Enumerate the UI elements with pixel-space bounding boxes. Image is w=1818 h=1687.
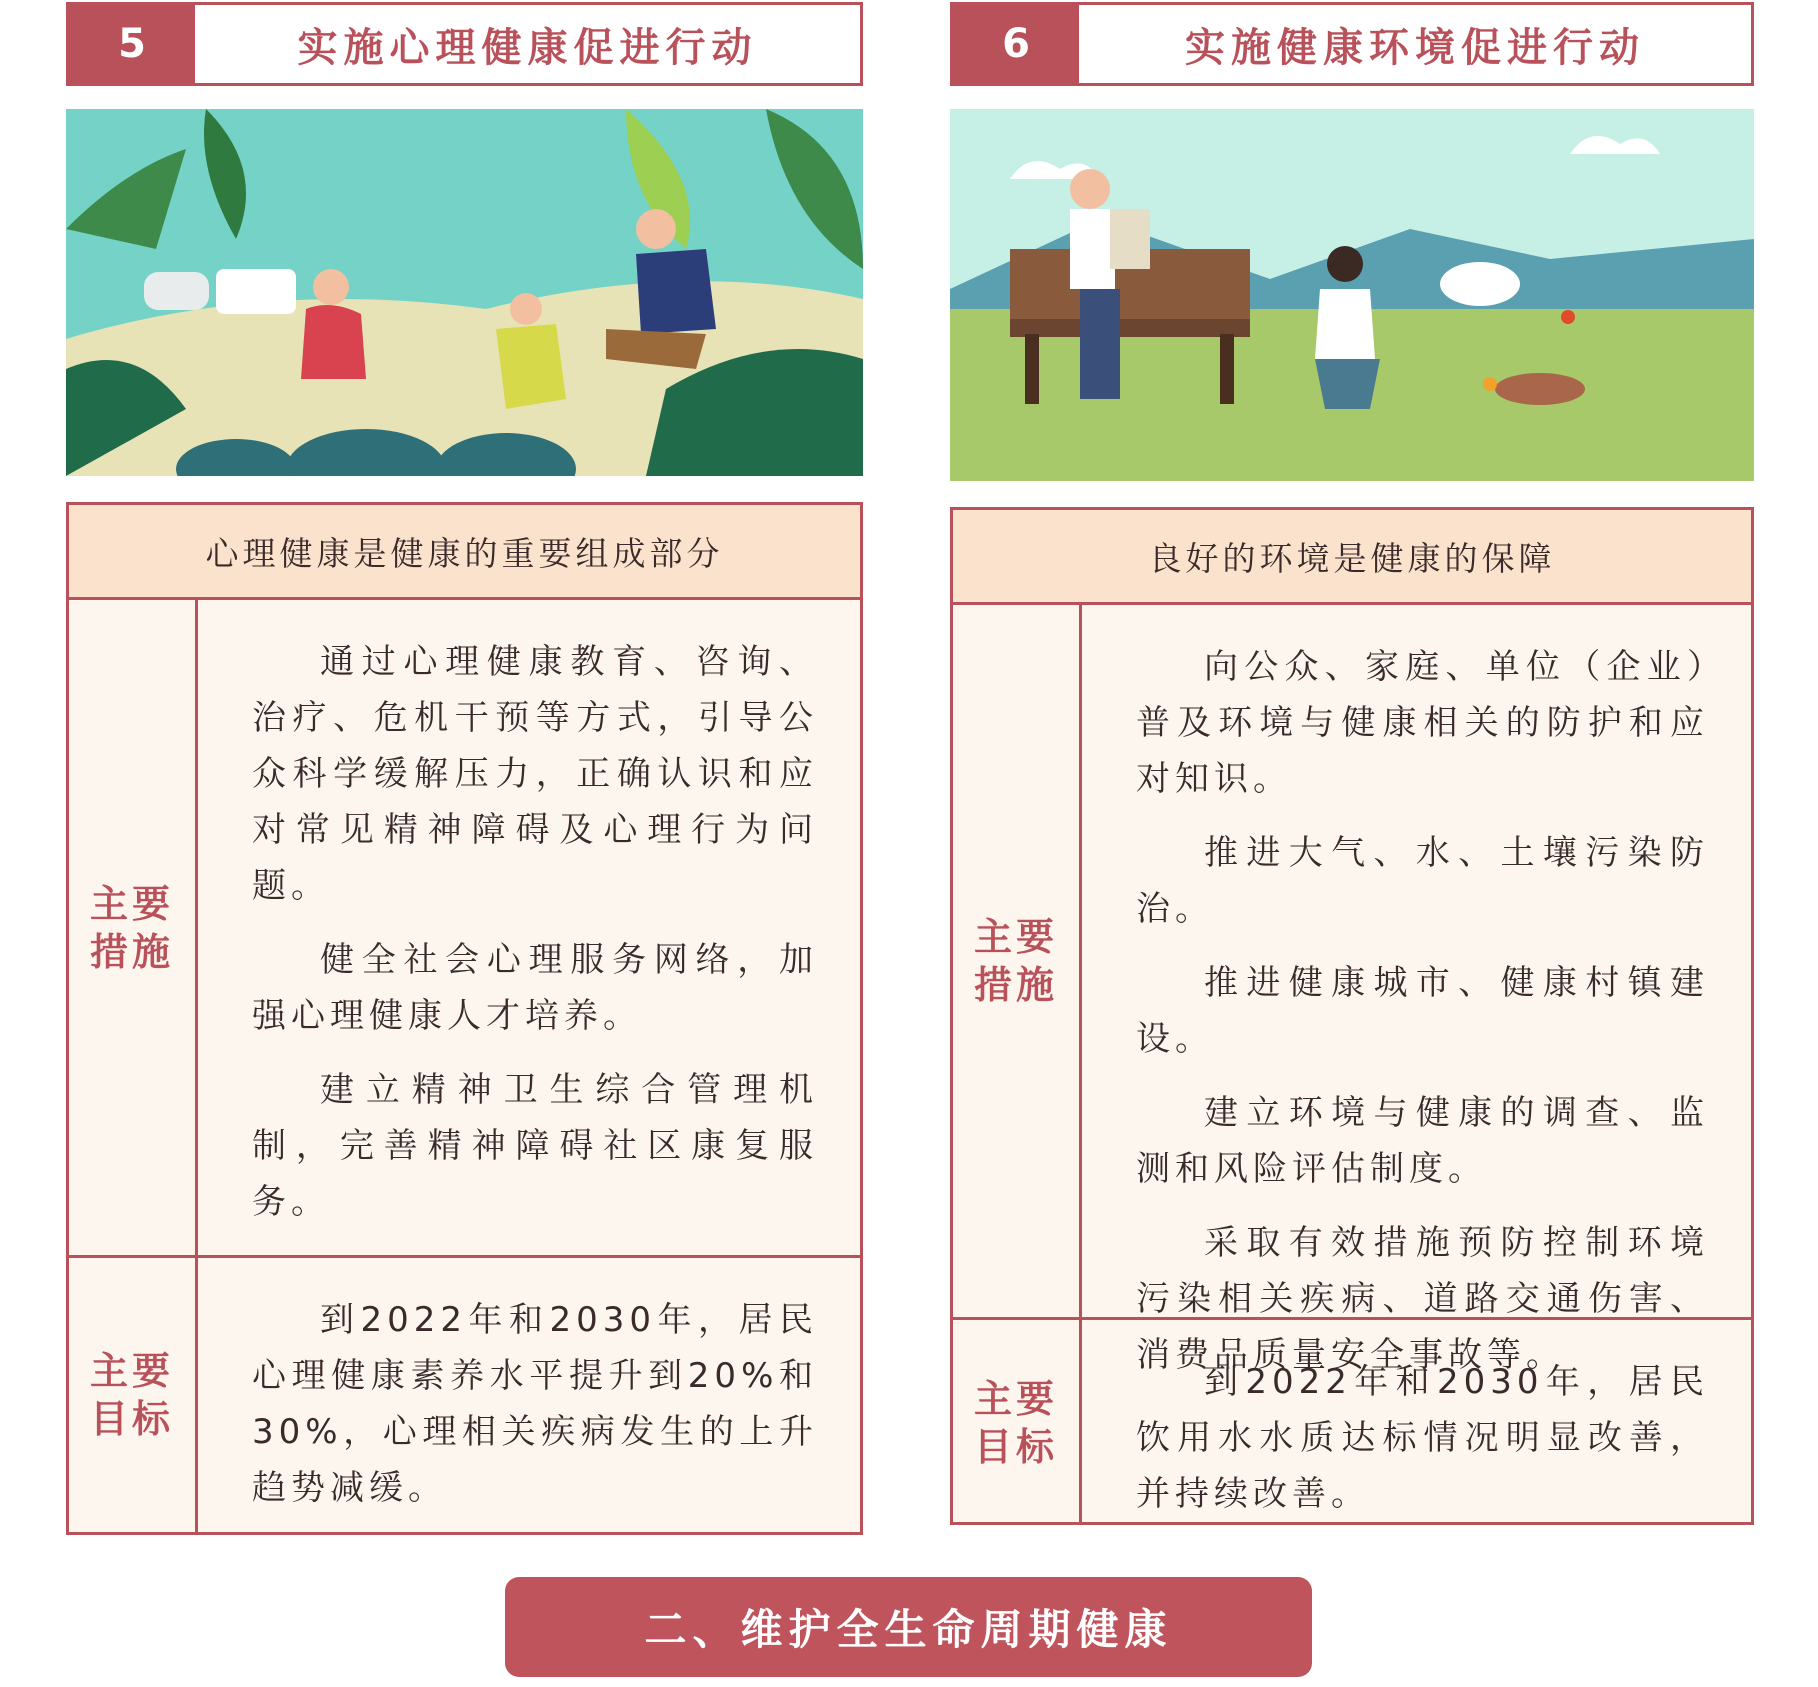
goals-row: [953, 1317, 1751, 1525]
section-number: 6: [953, 5, 1079, 83]
table-subtitle: 心理健康是健康的重要组成部分: [69, 505, 860, 600]
measure-item: 向公众、家庭、单位（企业）普及环境与健康相关的防护和应对知识。: [1136, 647, 1709, 799]
info-table: [950, 507, 1754, 1525]
section-title-bar: [950, 2, 1754, 86]
measure-item: 建立环境与健康的调查、监测和风险评估制度。: [1136, 1093, 1709, 1189]
goals-label: 主要 目标: [69, 1258, 198, 1532]
section-title: 实施心理健康促进行动: [297, 24, 758, 71]
goal-item: 到2022年和2030年，居民饮用水水质达标情况明显改善，并持续改善。: [1136, 1362, 1709, 1514]
goals-body: [1082, 1320, 1751, 1525]
measure-item: 推进健康城市、健康村镇建设。: [1136, 963, 1709, 1059]
section-banner: 二、维护全生命周期健康: [505, 1577, 1312, 1677]
measures-label: 主要 措施: [69, 600, 198, 1255]
info-table: [66, 502, 863, 1535]
measures-row: [69, 600, 860, 1255]
measures-label: 主要 措施: [953, 605, 1082, 1317]
goals-row: [69, 1255, 860, 1532]
environment-illustration: [950, 109, 1754, 481]
measures-body: [1082, 605, 1751, 1375]
goals-body: [198, 1258, 860, 1532]
section-title-bar: [66, 2, 863, 86]
section-title: 实施健康环境促进行动: [1185, 24, 1645, 71]
measure-item: 通过心理健康教育、咨询、治疗、危机干预等方式，引导公众科学缓解压力，正确认识和应对常见精神障碍及心理行为问题。: [252, 642, 818, 906]
section-5: [66, 0, 863, 1508]
goal-item: 到2022年和2030年，居民心理健康素养水平提升到20%和30%，心理相关疾病发生的上升趋势减缓。: [252, 1300, 818, 1508]
measure-item: 推进大气、水、土壤污染防治。: [1136, 833, 1709, 929]
measures-row: [953, 605, 1751, 1375]
section-6: [950, 0, 1754, 1514]
measures-body: [198, 600, 860, 1255]
measure-item: 健全社会心理服务网络，加强心理健康人才培养。: [252, 940, 818, 1036]
measure-item: 采取有效措施预防控制环境污染相关疾病、道路交通伤害、消费品质量安全事故等。: [1136, 1223, 1709, 1375]
mental-health-illustration: [66, 109, 863, 476]
goals-label: 主要 目标: [953, 1320, 1082, 1525]
table-subtitle: 良好的环境是健康的保障: [953, 510, 1751, 605]
section-number: 5: [69, 5, 195, 83]
measure-item: 建立精神卫生综合管理机制，完善精神障碍社区康复服务。: [252, 1070, 818, 1222]
